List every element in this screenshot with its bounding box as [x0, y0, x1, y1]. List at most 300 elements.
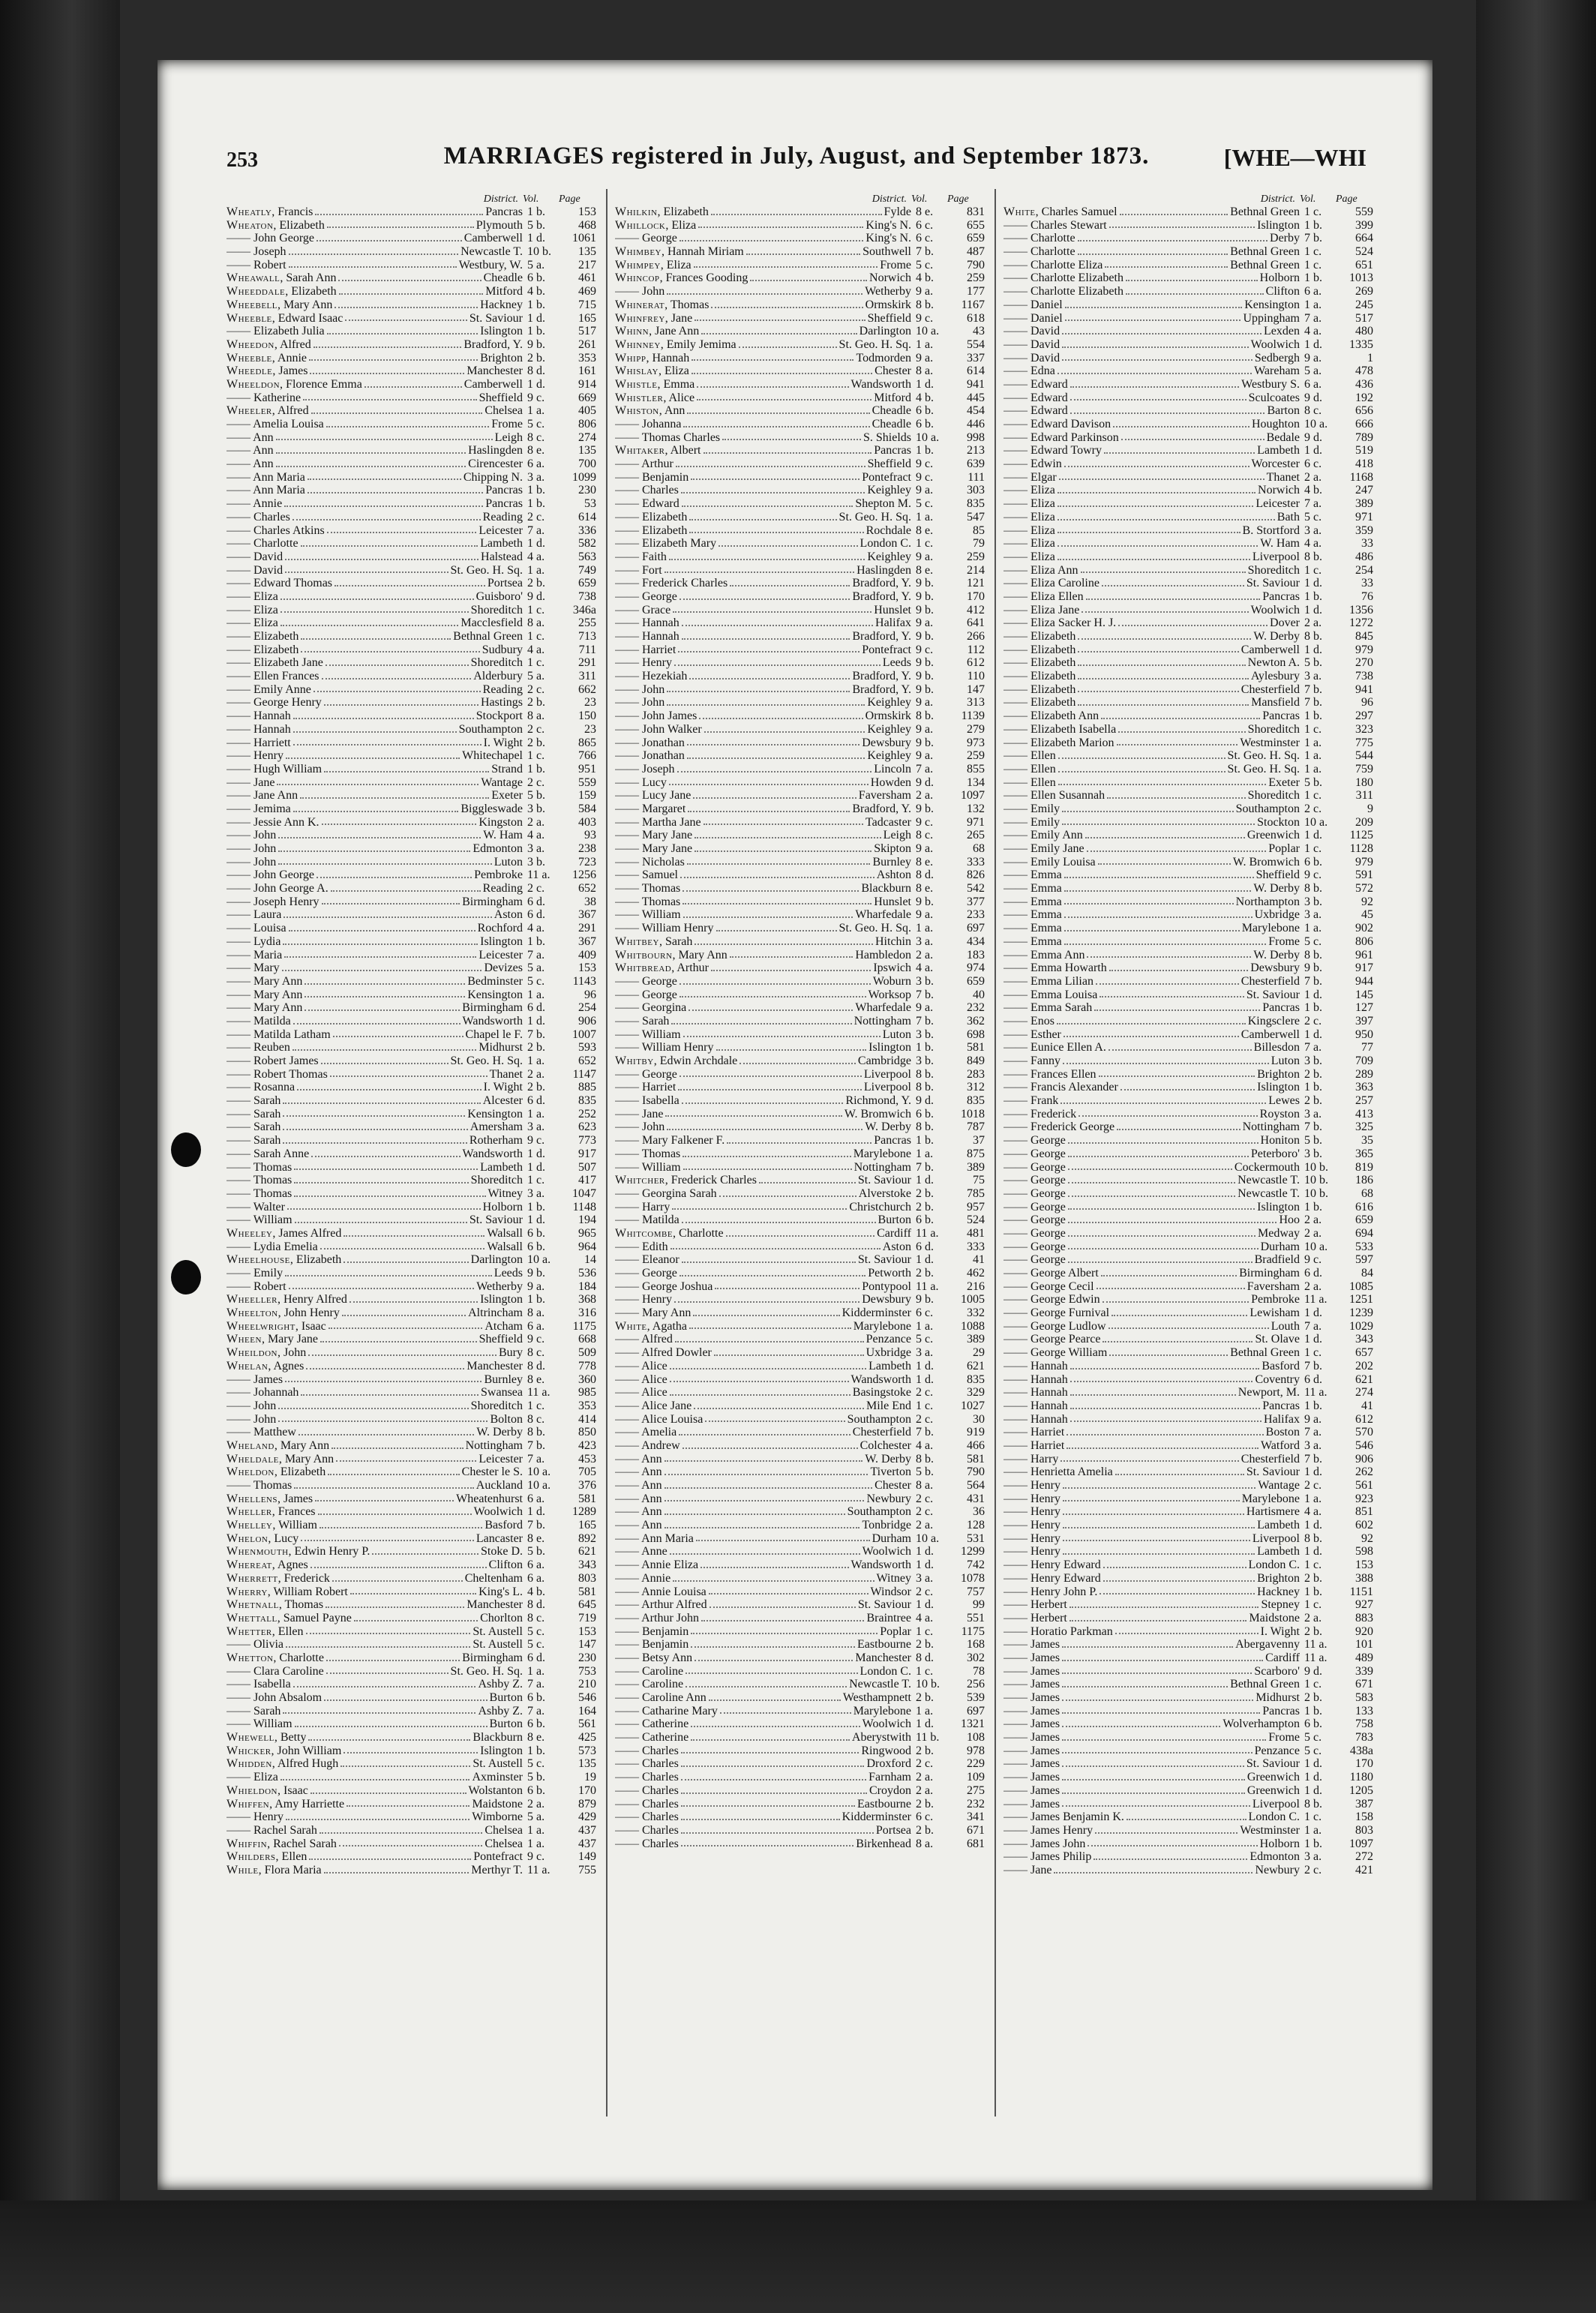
- register-entry: [615, 1227, 985, 1240]
- entry-volume: 1 c.: [1304, 206, 1322, 218]
- entry-name: [615, 1586, 706, 1599]
- entry-page: 662: [578, 682, 596, 696]
- entry-forenames: Edward Davison: [1030, 418, 1112, 430]
- entry-district: St. Saviour: [857, 1253, 911, 1267]
- leader-dots: [676, 458, 866, 467]
- entry-name: [1004, 1373, 1068, 1387]
- entry-district: Halifax: [1264, 1412, 1300, 1426]
- ditto-dash: ——: [1004, 922, 1030, 935]
- entry-district: Shoreditch: [470, 1399, 523, 1412]
- entry-forenames: John: [254, 1412, 277, 1426]
- leader-dots: [1058, 776, 1266, 786]
- entry-district: Bury: [499, 1346, 523, 1360]
- entry-volume: 5 b.: [916, 1466, 934, 1479]
- entry-page: 1097: [961, 789, 985, 802]
- entry-district: Aberystwith: [851, 1731, 911, 1744]
- entry-surname: Wheaton: [226, 218, 274, 232]
- entry-page: 755: [578, 1863, 596, 1876]
- ditto-dash: ——: [1004, 338, 1030, 351]
- leader-dots: [691, 1625, 878, 1635]
- column-divider: [994, 189, 996, 2116]
- entry-forenames: Arthur John: [641, 1611, 700, 1624]
- ditto-dash: ——: [1004, 749, 1030, 763]
- leader-dots: [315, 1492, 454, 1502]
- leader-dots: [278, 1400, 468, 1409]
- leader-dots: [1058, 550, 1250, 560]
- register-entry: [226, 949, 596, 962]
- entry-volume: 9 c.: [527, 1134, 545, 1148]
- leader-dots: [1062, 1731, 1266, 1741]
- entry-name: [615, 736, 685, 750]
- entry-name: Whereat, Agnes: [226, 1558, 308, 1572]
- ditto-dash: ——: [1004, 868, 1030, 882]
- leader-dots: [1118, 616, 1268, 626]
- entry-district: Faversham: [858, 789, 911, 802]
- entry-district: Wandsworth: [462, 1147, 523, 1160]
- entry-forenames: Mary Ann: [642, 1306, 692, 1320]
- entry-page: 311: [578, 670, 596, 683]
- register-entry: [1004, 484, 1373, 497]
- entry-page: 229: [967, 1757, 985, 1771]
- entry-name: [226, 1187, 292, 1201]
- register-entry: [615, 1545, 985, 1558]
- entry-surname: Wherry: [226, 1585, 268, 1598]
- entry-volume: 1 d.: [916, 1558, 934, 1572]
- ditto-dash: ——: [226, 1054, 254, 1067]
- entry-surname: Wheelton: [226, 1306, 278, 1320]
- register-entry: [1004, 962, 1373, 975]
- leader-dots: [665, 1108, 842, 1118]
- register-entry: [226, 1492, 596, 1506]
- entry-page: 517: [1355, 311, 1373, 325]
- entry-name: [226, 1665, 324, 1678]
- ditto-dash: ——: [226, 470, 254, 484]
- entry-name: [615, 723, 702, 736]
- register-entry: [226, 1015, 596, 1028]
- entry-page: 412: [967, 603, 985, 616]
- entry-volume: 5 a.: [1304, 364, 1322, 378]
- register-entry: [226, 245, 596, 259]
- entry-page: 927: [1355, 1598, 1373, 1612]
- entry-district: Manchester: [466, 364, 523, 378]
- entry-forenames: William: [253, 1718, 292, 1731]
- ditto-dash: ——: [615, 922, 642, 935]
- leader-dots: [1126, 285, 1264, 295]
- entry-name: [1004, 524, 1055, 538]
- entry-page: 1125: [1349, 829, 1373, 842]
- entry-page: 316: [578, 1306, 596, 1320]
- entry-name: [1004, 1439, 1064, 1453]
- entry-forenames: James: [1030, 1638, 1060, 1652]
- entry-district: W. Ham: [1260, 537, 1300, 550]
- leader-dots: [679, 1426, 850, 1436]
- entry-district: St. Geo. H. Sq.: [450, 563, 523, 577]
- register-entry: [1004, 1120, 1373, 1134]
- entry-district: Atcham: [484, 1319, 523, 1333]
- register-entry: [226, 1784, 596, 1798]
- entry-volume: 2 b.: [1304, 1571, 1322, 1585]
- entry-volume: 2 b.: [916, 1638, 934, 1652]
- entry-volume: 7 b.: [916, 1160, 934, 1174]
- entry-name: [1004, 1320, 1106, 1334]
- leader-dots: [727, 1134, 872, 1144]
- entry-forenames: James Benjamin K.: [1030, 1810, 1124, 1824]
- entry-name: [615, 1161, 681, 1174]
- entry-volume: 3 a.: [916, 1346, 934, 1360]
- leader-dots: [320, 1824, 482, 1834]
- entry-forenames: Eliza: [1030, 524, 1055, 537]
- entry-district: Frome: [1268, 1731, 1300, 1744]
- register-entry: [1004, 789, 1373, 802]
- register-entry: [615, 1718, 985, 1731]
- register-entry: [226, 1731, 596, 1744]
- entry-volume: 1 b.: [1304, 218, 1322, 232]
- ditto-dash: ——: [226, 656, 254, 670]
- entry-forenames: Ann: [253, 430, 274, 444]
- entry-district: Lexden: [1264, 325, 1300, 338]
- entry-name: [615, 696, 664, 710]
- entry-page: 1029: [1349, 1319, 1373, 1333]
- ditto-dash: ——: [1004, 1333, 1030, 1346]
- entry-name: Wheeller, Henry Alfred: [226, 1293, 347, 1306]
- entry-forenames: Hannah: [1030, 1359, 1068, 1372]
- entry-name: White, Agatha: [615, 1319, 687, 1333]
- entry-forenames: George: [1030, 1147, 1066, 1160]
- entry-forenames: Hugh William: [254, 762, 322, 776]
- entry-forenames: George: [1030, 1134, 1066, 1148]
- entry-district: Liverpool: [1252, 1532, 1300, 1545]
- leader-dots: [326, 1598, 464, 1608]
- ditto-dash: ——: [1004, 298, 1030, 311]
- register-entry: [226, 404, 596, 418]
- entry-page: 581: [967, 1041, 985, 1054]
- entry-forenames: Mary Ann: [254, 988, 303, 1001]
- ditto-dash: ——: [615, 1001, 642, 1015]
- register-entry: [1004, 1810, 1373, 1824]
- entry-volume: 8 b.: [916, 1452, 934, 1466]
- entry-volume: 1 b.: [916, 1041, 934, 1054]
- ditto-dash: ——: [615, 710, 642, 723]
- entry-forenames: Harriet: [642, 643, 676, 656]
- register-entry: [615, 1081, 985, 1094]
- entry-surname: Wheeler: [226, 404, 272, 418]
- entry-volume: 2 c.: [916, 1505, 934, 1519]
- entry-page: 785: [967, 1186, 985, 1200]
- entry-forenames: Jane: [642, 1107, 664, 1120]
- entry-forenames: William Robert: [273, 1585, 348, 1598]
- entry-page: 360: [578, 1372, 596, 1386]
- entry-page: 365: [1355, 1147, 1373, 1160]
- leader-dots: [1062, 1705, 1260, 1714]
- entry-forenames: Mary Falkener F.: [642, 1134, 725, 1148]
- ditto-dash: ——: [1004, 1704, 1030, 1718]
- register-entry: [1004, 245, 1373, 259]
- entry-district: Exeter: [1268, 776, 1300, 789]
- entry-volume: 8 e.: [916, 524, 934, 537]
- ditto-dash: ——: [1004, 418, 1030, 430]
- entry-forenames: Amy Harriette: [274, 1797, 345, 1810]
- entry-district: Droxford: [866, 1757, 911, 1771]
- entry-forenames: Emma Louisa: [1030, 988, 1098, 1001]
- entry-volume: 2 a.: [1304, 1611, 1322, 1624]
- register-entry: [615, 896, 985, 909]
- leader-dots: [691, 471, 860, 481]
- entry-forenames: William Henry: [641, 922, 714, 935]
- entry-name: [226, 776, 274, 790]
- entry-forenames: Ann: [641, 1466, 662, 1479]
- ditto-dash: ——: [615, 1704, 642, 1718]
- register-entry: [226, 1108, 596, 1121]
- entry-name: [615, 1120, 664, 1134]
- entry-district: Stockton: [1257, 815, 1300, 829]
- entry-district: Maidstone: [1249, 1611, 1300, 1624]
- entry-district: Southampton: [1235, 802, 1300, 815]
- entry-name: [615, 1572, 670, 1586]
- leader-dots: [1068, 1134, 1258, 1144]
- leader-dots: [693, 789, 856, 799]
- register-entry: [1004, 1227, 1373, 1240]
- entry-surname: Whitcher: [615, 1174, 665, 1187]
- leader-dots: [1070, 1386, 1236, 1396]
- entry-district: Exeter: [491, 789, 523, 802]
- entry-page: 973: [967, 736, 985, 749]
- entry-forenames: Thomas: [253, 1174, 292, 1187]
- register-entry: [226, 364, 596, 378]
- entry-forenames: Charles: [642, 1810, 679, 1824]
- entry-district: Woolwich: [1250, 338, 1300, 351]
- entry-name: [615, 816, 701, 830]
- register-entry: [615, 404, 985, 418]
- entry-volume: 1 c.: [1304, 1558, 1322, 1572]
- entry-forenames: Benjamin: [642, 1638, 689, 1652]
- entry-name: Whitbourn, Mary Ann: [615, 948, 728, 962]
- register-entry: [226, 1161, 596, 1174]
- entry-forenames: Edward: [642, 497, 680, 511]
- register-entry: [1004, 444, 1373, 458]
- entry-forenames: James: [254, 1372, 284, 1386]
- entry-forenames: Matilda: [254, 1014, 291, 1028]
- ditto-dash: ——: [226, 497, 254, 511]
- entry-forenames: Lydia Emelia: [254, 1240, 318, 1253]
- entry-volume: 1 d.: [527, 1214, 545, 1227]
- entry-district: Wharfedale: [855, 1001, 911, 1015]
- entry-district: Ormskirk: [865, 710, 911, 723]
- entry-name: [615, 1267, 677, 1280]
- entry-name: [615, 1041, 714, 1054]
- entry-surname: Wheildon: [226, 1346, 278, 1360]
- entry-volume: 8 c.: [527, 430, 545, 444]
- entry-district: Cardiff: [1265, 1651, 1300, 1664]
- entry-name: [615, 1028, 681, 1042]
- ditto-dash: ——: [1004, 1678, 1030, 1691]
- entry-name: [615, 1744, 679, 1758]
- entry-forenames: Charles: [642, 1823, 679, 1837]
- leader-dots: [301, 1386, 478, 1396]
- entry-surname: Whettall: [226, 1611, 278, 1624]
- entry-page: 616: [1355, 1200, 1373, 1214]
- ditto-dash: ——: [226, 1810, 254, 1824]
- ditto-dash: ——: [615, 1545, 642, 1558]
- entry-forenames: Elizabeth: [280, 1466, 326, 1479]
- entry-district: Penzance: [866, 1333, 911, 1346]
- register-entry: [1004, 404, 1373, 418]
- register-entry: [615, 285, 985, 298]
- entry-name: [615, 1333, 673, 1346]
- vol-header: Vol.: [523, 194, 539, 205]
- entry-page: 957: [967, 1200, 985, 1214]
- ditto-dash: ——: [226, 1479, 254, 1492]
- register-entry: [1004, 1148, 1373, 1161]
- register-entry: [226, 1174, 596, 1187]
- ditto-dash: ——: [226, 934, 254, 948]
- register-entry: [1004, 670, 1373, 683]
- leader-dots: [298, 1426, 475, 1436]
- entry-name: [615, 1201, 670, 1214]
- entry-forenames: Hannah: [1030, 1412, 1068, 1426]
- entry-volume: 3 a.: [1304, 1438, 1322, 1452]
- ditto-dash: ——: [1004, 842, 1030, 855]
- entry-volume: 11 a.: [1304, 1293, 1328, 1306]
- register-entry: [615, 1757, 985, 1771]
- entry-volume: 1 c.: [916, 1399, 934, 1412]
- entry-volume: 9 a.: [916, 696, 934, 710]
- register-entry: [615, 1439, 985, 1453]
- ditto-dash: ——: [615, 1585, 642, 1598]
- entry-forenames: Frank: [1030, 1094, 1059, 1108]
- entry-name: [1004, 1572, 1101, 1586]
- register-entry: [615, 1453, 985, 1466]
- entry-volume: 1 c.: [527, 1174, 545, 1187]
- register-entry: [615, 1798, 985, 1811]
- ditto-dash: ——: [226, 762, 254, 776]
- entry-page: 564: [967, 1479, 985, 1492]
- leader-dots: [1087, 842, 1267, 852]
- entry-page: 180: [1355, 776, 1373, 789]
- leader-dots: [682, 896, 872, 905]
- entry-district: Nottingham: [1242, 1120, 1300, 1134]
- entry-forenames: Herbert: [1030, 1611, 1067, 1624]
- entry-district: Bethnal Green: [1230, 206, 1300, 218]
- entry-page: 883: [1355, 1611, 1373, 1624]
- entry-forenames: Joseph: [642, 762, 675, 776]
- entry-forenames: Katherine: [254, 391, 302, 404]
- ditto-dash: ——: [615, 1214, 642, 1227]
- entry-page: 1085: [1349, 1280, 1373, 1293]
- entry-forenames: Elizabeth: [642, 524, 688, 537]
- register-entry: [615, 1054, 985, 1068]
- ditto-dash: ——: [615, 510, 642, 524]
- entry-name: Whitcombe, Charlotte: [615, 1226, 724, 1240]
- entry-forenames: Georgina Sarah: [642, 1186, 717, 1200]
- entry-forenames: Benjamin: [642, 470, 689, 484]
- leader-dots: [1070, 1373, 1253, 1383]
- leader-dots: [294, 1479, 474, 1489]
- entry-district: Dewsbury: [862, 736, 911, 749]
- entry-volume: 8 b.: [1304, 1532, 1322, 1545]
- entry-volume: 9 b.: [916, 590, 934, 603]
- entry-forenames: Arthur Alfred: [641, 1598, 707, 1612]
- entry-district: Sheffield: [867, 458, 911, 471]
- register-entry: [1004, 1545, 1373, 1558]
- register-entry: [615, 484, 985, 497]
- entry-name: Whilders, Ellen: [226, 1850, 308, 1864]
- entry-volume: 1 b.: [527, 934, 545, 948]
- register-entry: [226, 550, 596, 564]
- leader-dots: [1112, 1306, 1247, 1316]
- entry-volume: 9 c.: [916, 470, 934, 484]
- entry-forenames: George Edwin: [1030, 1293, 1100, 1306]
- leader-dots: [1086, 590, 1261, 600]
- entry-name: [226, 511, 290, 524]
- entry-district: Burton: [489, 1718, 523, 1731]
- entry-district: Lambeth: [480, 1160, 523, 1174]
- leader-dots: [1064, 1028, 1239, 1038]
- leader-dots: [673, 1572, 874, 1582]
- entry-district: Islington: [480, 1293, 523, 1306]
- ditto-dash: ——: [1004, 1412, 1030, 1426]
- entry-page: 539: [967, 1691, 985, 1704]
- register-entry: [1004, 988, 1373, 1002]
- leader-dots: [1063, 1054, 1269, 1064]
- leader-dots: [1070, 392, 1246, 401]
- entry-name: [615, 1479, 662, 1492]
- leader-dots: [709, 1586, 868, 1595]
- entry-volume: 7 a.: [1304, 311, 1322, 325]
- entry-volume: 4 a.: [1304, 325, 1322, 338]
- entry-name: [1004, 1453, 1058, 1466]
- ditto-dash: ——: [1004, 1014, 1030, 1028]
- entry-page: 423: [578, 1438, 596, 1452]
- leader-dots: [730, 577, 850, 586]
- ditto-dash: ——: [1004, 882, 1030, 896]
- entry-name: [226, 975, 302, 988]
- entry-page: 597: [1355, 1253, 1373, 1267]
- entry-volume: 5 c.: [527, 1624, 545, 1638]
- ditto-dash: ——: [615, 1386, 642, 1400]
- entry-page: 257: [1355, 1094, 1373, 1108]
- register-entry: [226, 471, 596, 484]
- leader-dots: [681, 1784, 867, 1794]
- entry-page: 461: [578, 272, 596, 285]
- entry-volume: 5 c.: [1304, 1731, 1322, 1744]
- entry-forenames: John Henry: [284, 1306, 340, 1320]
- entry-name: [226, 1386, 298, 1400]
- entry-volume: 9 b.: [916, 656, 934, 670]
- entry-name: [1004, 1267, 1099, 1280]
- entry-district: Midhurst: [478, 1041, 523, 1054]
- entry-name: [226, 789, 298, 802]
- leader-dots: [324, 763, 489, 772]
- entry-name: [1004, 749, 1056, 763]
- entry-page: 612: [967, 656, 985, 670]
- entry-name: Whincop, Frances Gooding: [615, 272, 748, 285]
- leader-dots: [689, 511, 836, 520]
- entry-forenames: Olivia: [254, 1638, 284, 1652]
- entry-volume: 2 b.: [916, 1186, 934, 1200]
- register-entry: [226, 1652, 596, 1665]
- entry-district: Dewsbury: [1250, 962, 1300, 975]
- entry-forenames: Jane: [1030, 1863, 1052, 1876]
- entry-forenames: Emma: [1030, 895, 1062, 908]
- entry-forenames: Francis: [278, 206, 314, 218]
- entry-forenames: Annie: [253, 497, 283, 511]
- entry-page: 697: [967, 1704, 985, 1718]
- entry-page: 554: [967, 338, 985, 351]
- entry-page: 1321: [961, 1718, 985, 1731]
- entry-volume: 1 c.: [1304, 1346, 1322, 1360]
- entry-volume: 9 c.: [527, 1333, 545, 1346]
- register-entry: [1004, 1267, 1373, 1280]
